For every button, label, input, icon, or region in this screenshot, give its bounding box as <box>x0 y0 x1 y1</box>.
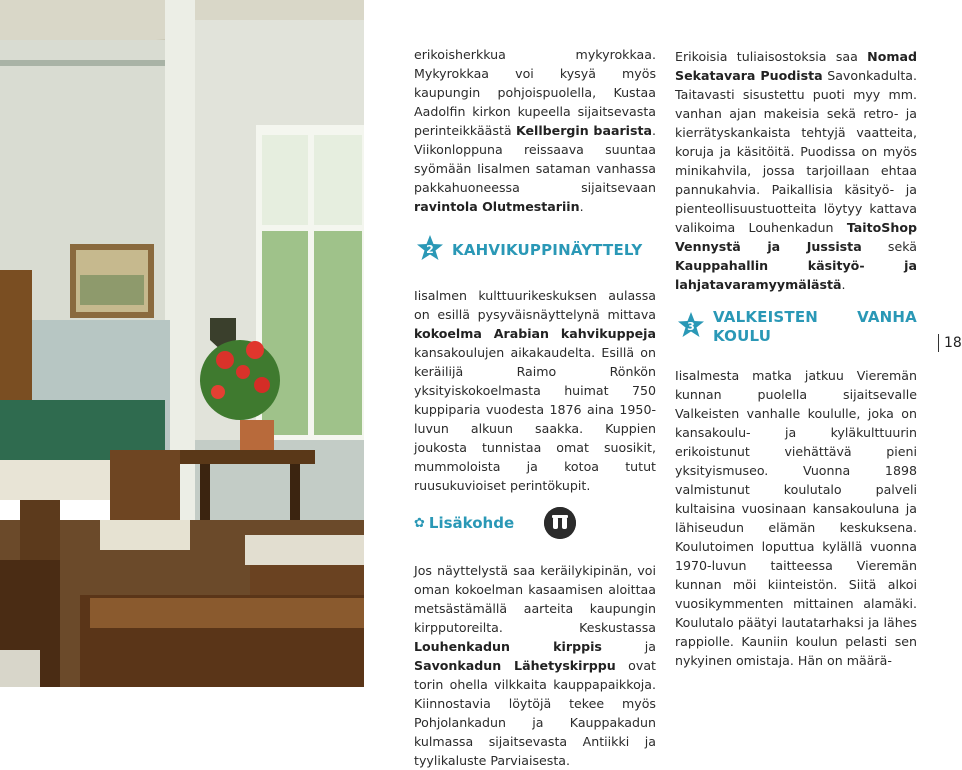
hands-icon <box>544 507 576 539</box>
heading-number: 2 <box>426 243 434 256</box>
section-heading-3 <box>675 308 917 346</box>
text-run: erikoisherkkua mykyrokkaa. Mykyrokkaa voi kysyä myös kaupungin pohjoispuolella, Kustaa Aadolfin kirkon kupeella sijaitsevasta perinteikkäästä <box>414 47 656 138</box>
lisakohde-marker <box>414 507 656 539</box>
bold-run: Louhenkadun kirppis <box>414 639 602 654</box>
text-run: . Viikonloppuna reissaava suuntaa syömään Iisalmen sataman vanhassa pakkahuoneessa sijaitsevaan <box>414 123 656 195</box>
page-number: 18 <box>938 334 962 352</box>
text-run: Savonkadulta. Taitavasti sisustettu puoti myy mm. vanhan ajan makeisia sekä retro- ja kierrätyskankaista tehtyjä vaatteita, koruja ja käsitöitä. Puodissa on myös minikahvila, jossa tarjoillaan ehtaa pannukahvia. Paikallisia käsityö- ja pienteollisuustuotteita löytyy kattava valikoima Louhenkadun <box>675 68 917 235</box>
flower-icon: ✿ <box>414 515 425 531</box>
text-run: Iisalmen kulttuurikeskuksen aulassa on esillä pysyväisnäyttelynä mittava <box>414 288 656 322</box>
section-heading-2 <box>414 234 656 266</box>
paragraph-intro <box>414 45 656 216</box>
text-run: kansakoulujen aikakaudelta. Esillä on keräilijä Raimo Rönkön yksityiskokoelmasta huimat 750 kuppiparia vuodesta 1876 aina 1950-luvun alkuun saakka. Kuppien joukosta tunnistaa omat suosikit, mummoloista ja kotoa tutut ruusukuvioiset perintökupit. <box>414 345 656 493</box>
text-run: Jos näyttelystä saa keräilykipinän, voi oman kokoelman kasaamisen aloittaa metsästämällä aarteita kaupungin kirpputoreilta. Keskustassa <box>414 563 656 635</box>
text-column-left <box>414 45 656 770</box>
bold-run: TaitoShop Vennystä ja Jussista <box>675 220 917 254</box>
text-column-right <box>675 47 917 670</box>
text-run: Erikoisia tuliaisostoksia saa <box>675 49 868 64</box>
heading-title: VALKEISTEN VANHA KOULU <box>713 308 917 345</box>
bold-run: kokoelma Arabian kahvikuppeja <box>414 326 656 341</box>
bold-run: Nomad Sekatavara Puodista <box>675 49 917 83</box>
text-run: sekä <box>861 239 917 254</box>
bold-run: ravintola Olutmestariin <box>414 199 580 214</box>
bold-run: Kellbergin baarista <box>515 123 652 138</box>
paragraph-valkeisten-koulu <box>675 366 917 670</box>
star-badge-icon <box>414 234 446 266</box>
paragraph-kahvikuppi <box>414 286 656 495</box>
paragraph-kirpputorit <box>414 561 656 770</box>
paragraph-tuliaiset <box>675 47 917 294</box>
star-badge-icon <box>675 311 707 343</box>
bold-run: Savonkadun Lähetyskirppu <box>414 658 616 673</box>
text-run: Iisalmesta matka jatkuu Vieremän kunnan puolella sijaitsevalle Valkeisten vanhalle koululle, joka on kansakoulu- ja kyläkulttuurin erikoistunut viehättävä pieni yksityismuseo. Vuonna 1898 valmistunut koulutalo palveli kultaisina vuosinaan kansakouluna ja lähiseudun elämän keskuksena. Koulutoimen loputtua kylällä vuonna 1970-luvun taitteessa Vieremän kunnan möi kiinteistön. Siitä alkoi vuosikymmenten mittainen alamäki. Koulutalo päätyi lautatarhaksi ja lähes rappiolle. Kauniin koulun pelasti sen nykyinen omistaja. Hän on määrä- <box>675 368 917 668</box>
lisakohde-label: Lisäkohde <box>428 513 515 532</box>
text-run: ja <box>601 639 656 654</box>
heading-number: 3 <box>687 320 695 333</box>
heading-title: KAHVIKUPPINÄYTTELY <box>452 240 643 259</box>
text-run: . <box>579 199 584 214</box>
text-run: ovat torin ohella vilkkaita kauppapaikkoja. Kiinnostavia löytöjä tekee myös Pohjolankadun ja Kauppakadun kulmassa sijaitsevasta Antiikki ja tyylikaluste Parviaisesta. <box>414 658 656 768</box>
bold-run: Kauppahallin käsityö- ja lahjatavaramyymälästä <box>675 258 917 292</box>
classroom-photo <box>0 0 364 687</box>
text-run: . <box>841 277 846 292</box>
